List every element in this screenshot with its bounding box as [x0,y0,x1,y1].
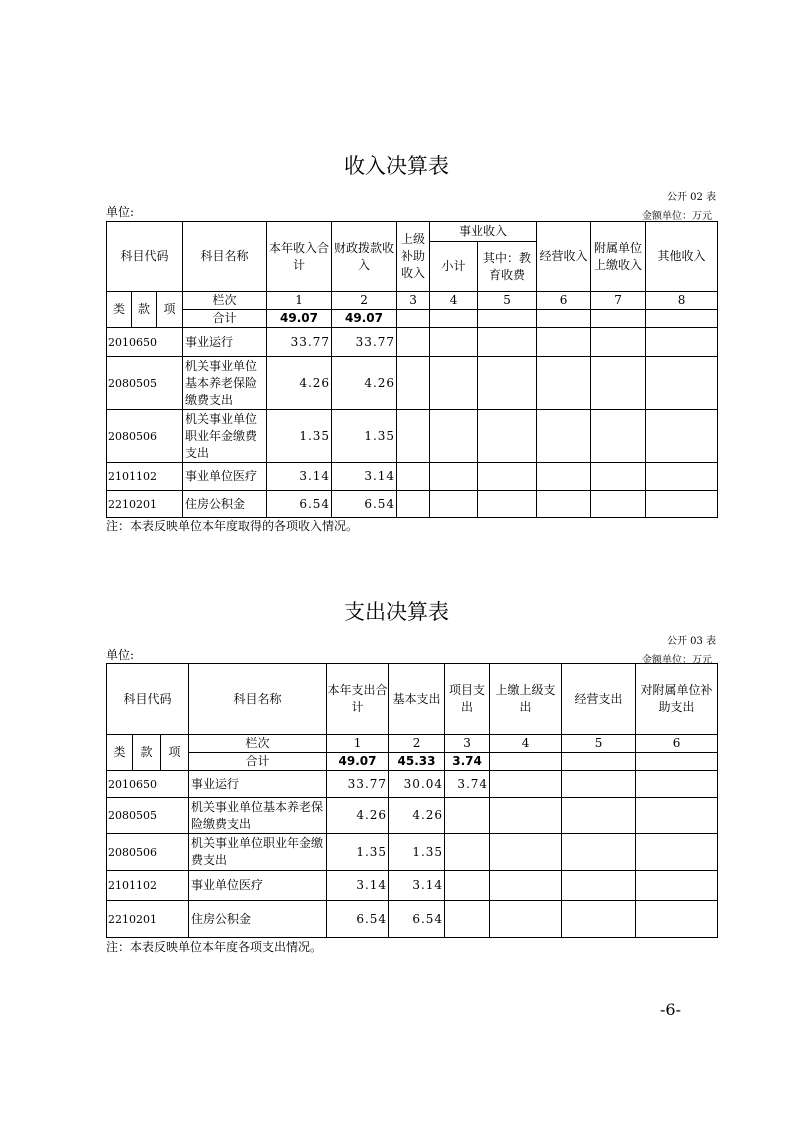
col-num: 7 [591,292,646,310]
total-project-value: 3.74 [445,753,490,771]
row-code: 2101102 [107,463,183,491]
header-lei: 类 [107,735,133,771]
row-name: 机关事业单位基本养老保险缴费支出 [183,357,267,410]
header-edu-fee: 其中：教育收费 [478,242,537,292]
header-subsidy-expense: 对附属单位补助支出 [636,664,718,735]
row-name: 机关事业单位基本养老保险缴费支出 [189,798,327,834]
table-row [107,871,718,901]
row-basic: 30.04 [389,771,445,798]
expense-amount-unit: 金额单位：万元 [642,655,712,666]
table-row [107,901,718,938]
row-name: 事业单位医疗 [183,463,267,491]
row-project [445,871,490,901]
expense-note: 注：本表反映单位本年度各项支出情况。 [106,940,323,954]
income-unit-label: 单位: [106,205,135,219]
header-xiang: 项 [161,735,189,771]
row-total: 4.26 [327,798,389,834]
row-name: 住房公积金 [189,901,327,938]
header-basic-expense: 基本支出 [389,664,445,735]
header-lanci: 栏次 [183,292,267,310]
expense-title: 支出决算表 [344,600,449,624]
header-kuan: 款 [133,735,161,771]
col-num: 8 [646,292,718,310]
row-total: 4.26 [267,357,332,410]
row-code: 2010650 [107,771,189,798]
header-kuan: 款 [132,292,157,328]
header-fiscal-income: 财政拨款收入 [332,222,397,292]
row-code: 2080505 [107,357,183,410]
row-fiscal: 6.54 [332,491,397,518]
header-remit-expense: 上缴上级支出 [490,664,562,735]
col-num: 4 [490,735,562,753]
page-number: -6- [660,1000,681,1019]
expense-table [106,663,718,938]
row-name: 事业运行 [183,328,267,357]
header-superior-subsidy: 上级补助收入 [397,222,430,292]
header-xiang: 项 [157,292,183,328]
header-other-income: 其他收入 [646,222,718,292]
row-total: 3.14 [267,463,332,491]
row-name: 机关事业单位职业年金缴费支出 [189,834,327,871]
expense-unit-label: 单位: [106,648,135,662]
header-subject-code: 科目代码 [107,664,189,735]
row-total: 1.35 [327,834,389,871]
header-total-expense: 本年支出合计 [327,664,389,735]
income-note: 注：本表反映单位本年度取得的各项收入情况。 [106,519,359,533]
header-heji: 合计 [189,753,327,771]
row-code: 2210201 [107,901,189,938]
row-fiscal: 33.77 [332,328,397,357]
row-total: 33.77 [327,771,389,798]
row-project [445,901,490,938]
table-row [107,410,718,463]
row-total: 6.54 [327,901,389,938]
row-code: 2210201 [107,491,183,518]
row-fiscal: 4.26 [332,357,397,410]
col-num: 5 [562,735,636,753]
row-code: 2101102 [107,871,189,901]
col-num: 4 [430,292,478,310]
row-basic: 1.35 [389,834,445,871]
table-row [107,798,718,834]
header-subject-name: 科目名称 [183,222,267,292]
row-code: 2080506 [107,834,189,871]
total-fiscal-value: 49.07 [332,310,397,328]
income-title: 收入决算表 [344,154,449,178]
table-row [107,357,718,410]
header-heji: 合计 [183,310,267,328]
row-code: 2080506 [107,410,183,463]
table-row [107,834,718,871]
row-project [445,834,490,871]
expense-form-code: 公开 03 表 [667,636,717,647]
header-project-expense: 项目支出 [445,664,490,735]
row-name: 事业运行 [189,771,327,798]
col-num: 3 [445,735,490,753]
col-num: 1 [327,735,389,753]
col-num: 2 [332,292,397,310]
row-total: 3.14 [327,871,389,901]
row-code: 2080505 [107,798,189,834]
table-row [107,463,718,491]
col-num: 3 [397,292,430,310]
row-total: 33.77 [267,328,332,357]
total-income-value: 49.07 [267,310,332,328]
row-basic: 4.26 [389,798,445,834]
row-total: 1.35 [267,410,332,463]
row-fiscal: 1.35 [332,410,397,463]
total-expense-value: 49.07 [327,753,389,771]
income-form-code: 公开 02 表 [667,192,717,203]
table-row [107,771,718,798]
header-total-income: 本年收入合计 [267,222,332,292]
row-name: 机关事业单位职业年金缴费支出 [183,410,267,463]
row-basic: 6.54 [389,901,445,938]
total-basic-value: 45.33 [389,753,445,771]
header-lei: 类 [107,292,132,328]
header-operating-income: 经营收入 [537,222,591,292]
row-total: 6.54 [267,491,332,518]
row-basic: 3.14 [389,871,445,901]
col-num: 2 [389,735,445,753]
row-code: 2010650 [107,328,183,357]
header-business-income: 事业收入 [430,222,537,242]
row-project [445,798,490,834]
row-name: 事业单位医疗 [189,871,327,901]
income-table [106,221,718,518]
row-project: 3.74 [445,771,490,798]
income-amount-unit: 金额单位：万元 [642,211,712,222]
header-operating-expense: 经营支出 [562,664,636,735]
table-row [107,491,718,518]
header-subtotal: 小计 [430,242,478,292]
col-num: 1 [267,292,332,310]
row-name: 住房公积金 [183,491,267,518]
header-subject-name: 科目名称 [189,664,327,735]
col-num: 5 [478,292,537,310]
row-fiscal: 3.14 [332,463,397,491]
col-num: 6 [636,735,718,753]
header-lanci: 栏次 [189,735,327,753]
header-subject-code: 科目代码 [107,222,183,292]
header-affiliated-income: 附属单位上缴收入 [591,222,646,292]
table-row [107,328,718,357]
col-num: 6 [537,292,591,310]
